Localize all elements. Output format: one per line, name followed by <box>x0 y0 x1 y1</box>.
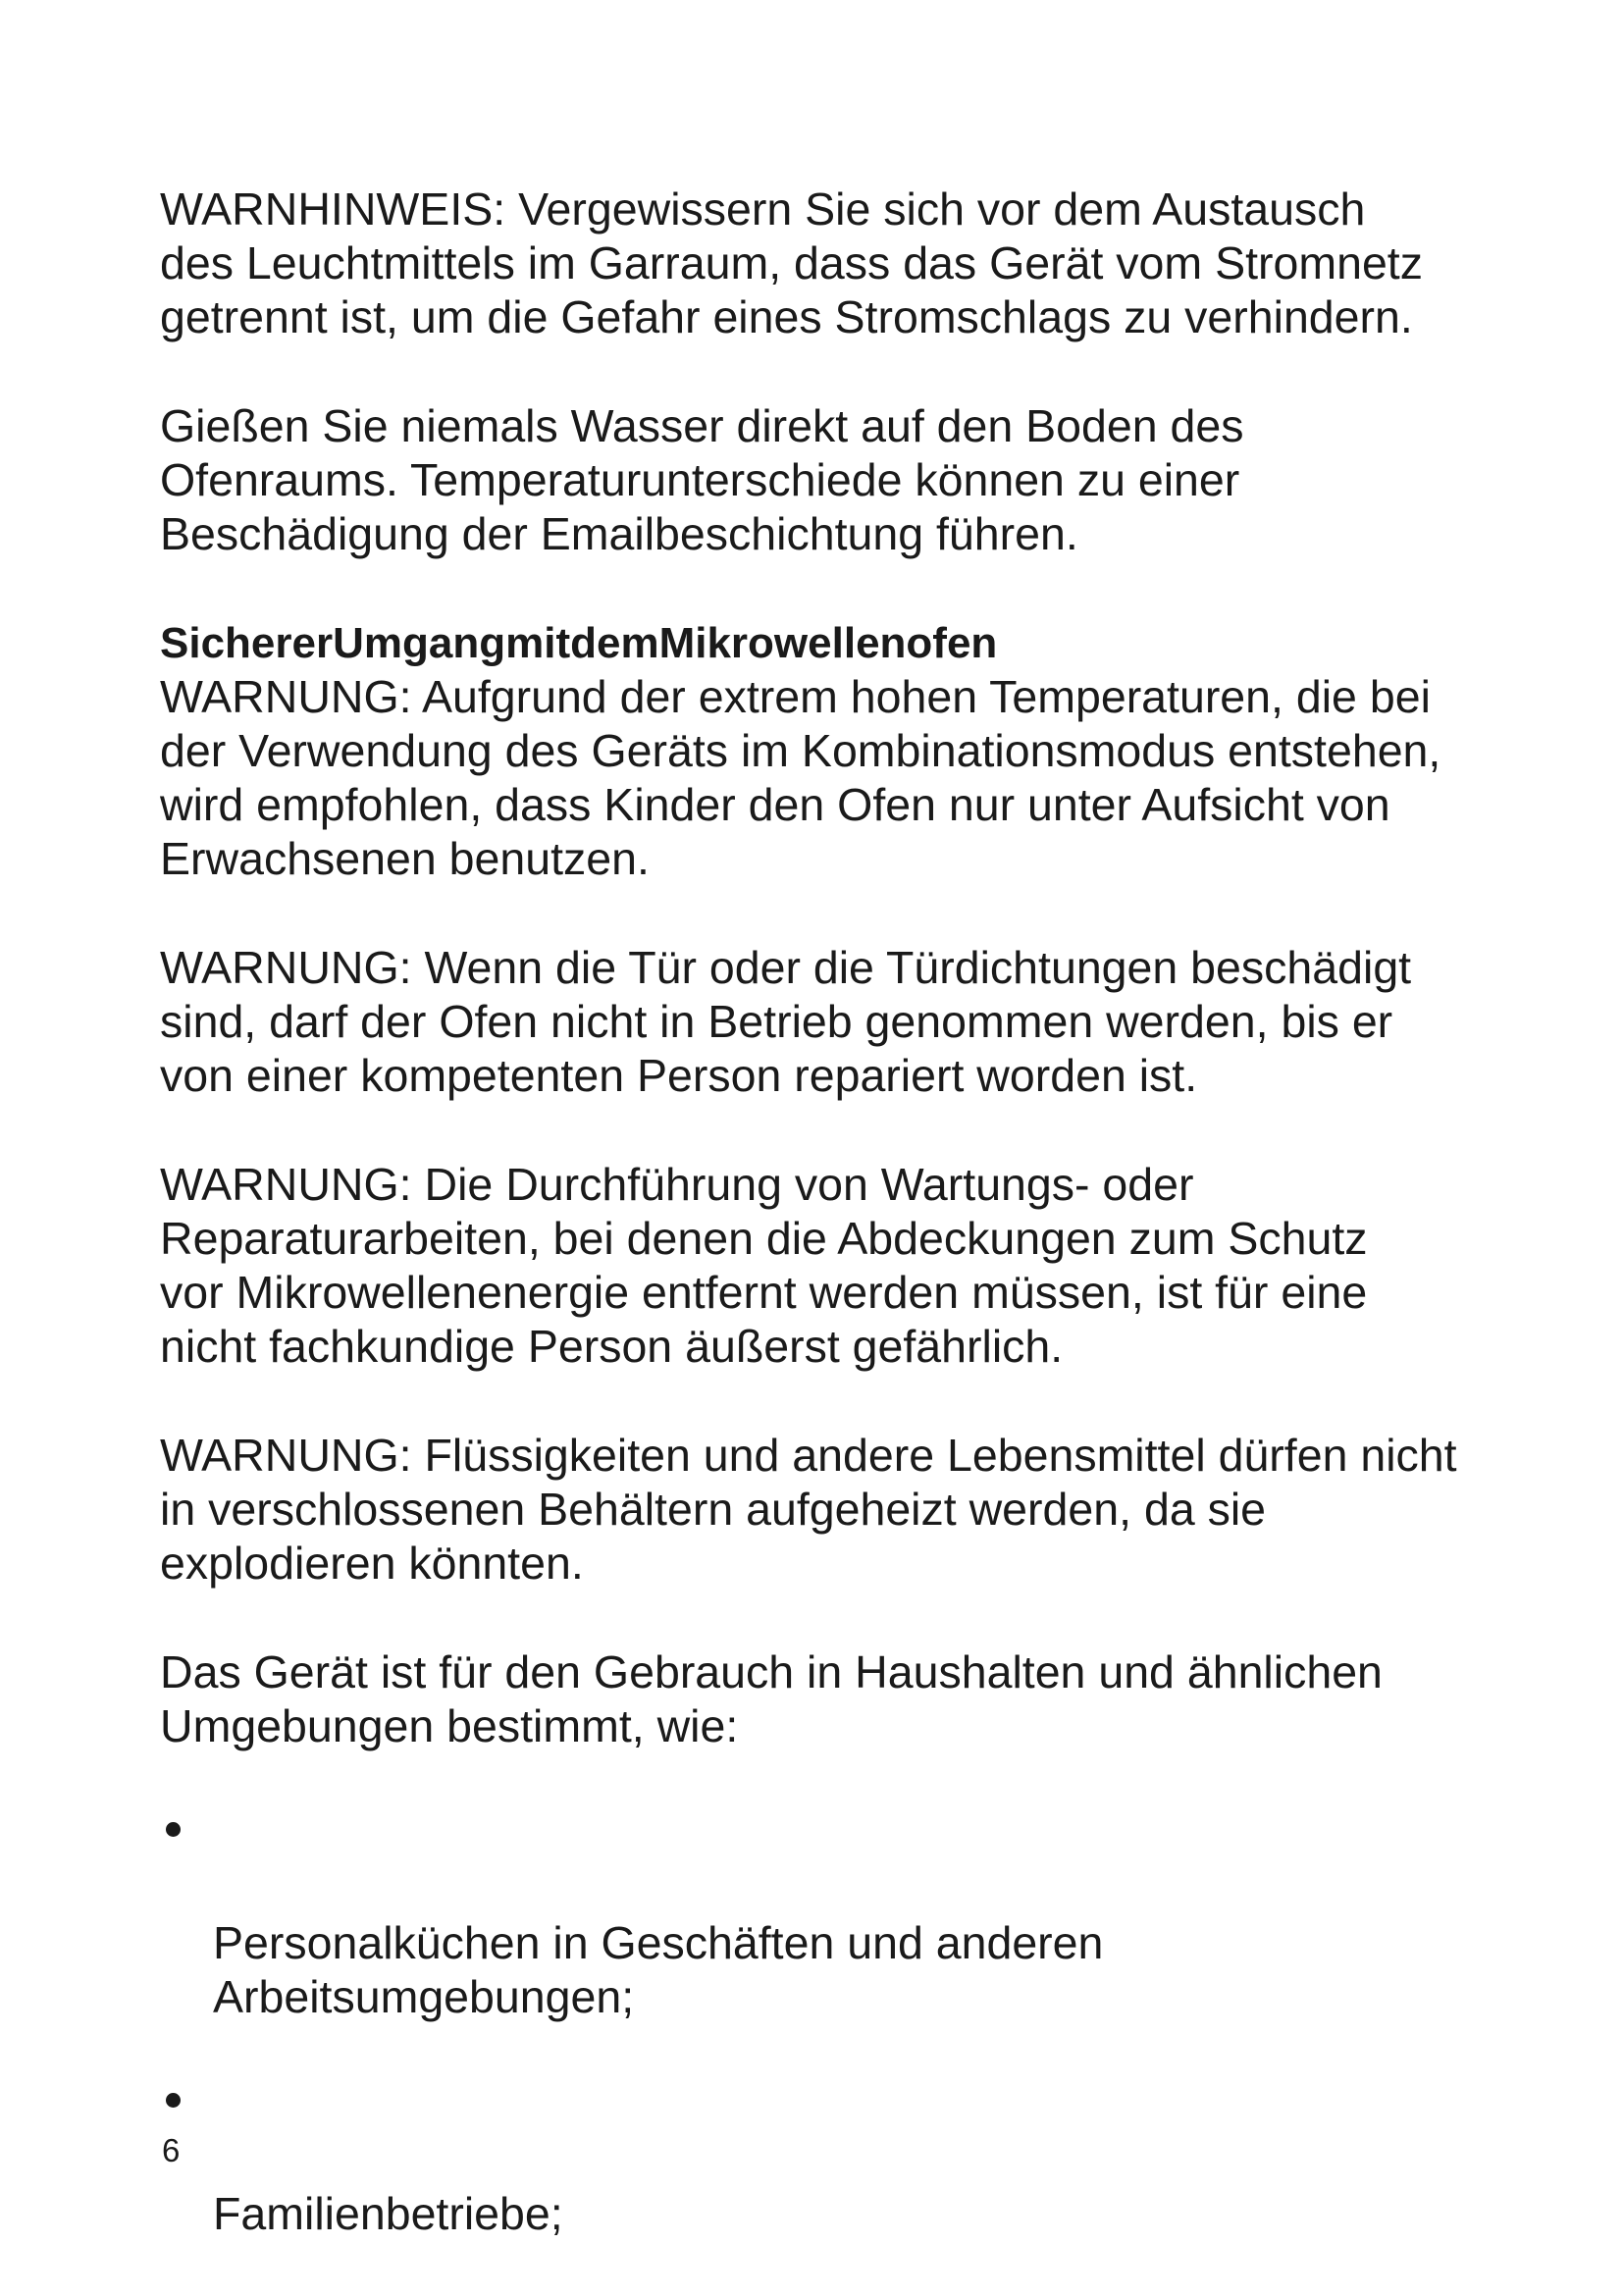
list-item <box>160 2079 1514 2241</box>
warning-paragraph: WARNUNG: Aufgrund der extrem hohen Temperaturen, die bei der Verwendung des Geräts im Kombinationsmodus entstehen, wird empfohlen, dass Kinder den Ofen nur unter Aufsicht von Erwachsenen benutzen. <box>160 671 1441 884</box>
page-number: 6 <box>162 2132 181 2168</box>
usage-list <box>160 1808 1514 2241</box>
list-item-text: Personalküchen in Geschäften und anderen Arbeitsumgebungen; <box>213 1917 1104 2022</box>
warning-paragraph: WARNUNG: Flüssigkeiten und andere Lebensmittel dürfen nicht in verschlossenen Behältern aufgeheizt werden, da sie explodieren könnten. <box>160 1430 1457 1589</box>
list-item-text: Familienbetriebe; <box>213 2188 563 2239</box>
bullet-icon <box>166 1822 181 1837</box>
info-paragraph: Gießen Sie niemals Wasser direkt auf den Boden des Ofenraums. Temperaturunterschiede können zu einer Beschädigung der Emailbeschichtung führen. <box>160 400 1244 559</box>
usage-paragraph: Das Gerät ist für den Gebrauch in Haushalten und ähnlichen Umgebungen bestimmt, wie: <box>160 1646 1383 1751</box>
microwave-safety-section <box>160 616 1514 1753</box>
bullet-icon <box>166 2093 181 2108</box>
section-heading: SichererUmgangmitdemMikrowellenofen <box>160 619 998 667</box>
warning-paragraph: WARNUNG: Wenn die Tür oder die Türdichtungen beschädigt sind, darf der Ofen nicht in Betrieb genommen werden, bis er von einer kompetenten Person repariert worden ist. <box>160 942 1412 1101</box>
list-item <box>160 1808 1514 2024</box>
warning-paragraph: WARNUNG: Die Durchführung von Wartungs- oder Reparaturarbeiten, bei denen die Abdeckungen zum Schutz vor Mikrowellenenergie entfernt werden müssen, ist für eine nicht fachkundige Person äußerst gefährlich. <box>160 1159 1368 1372</box>
page-content <box>160 183 1514 2296</box>
warning-paragraph: WARNHINWEIS: Vergewissern Sie sich vor dem Austausch des Leuchtmittels im Garraum, dass das Gerät vom Stromnetz getrennt ist, um die Gefahr eines Stromschlags zu verhindern. <box>160 183 1423 342</box>
